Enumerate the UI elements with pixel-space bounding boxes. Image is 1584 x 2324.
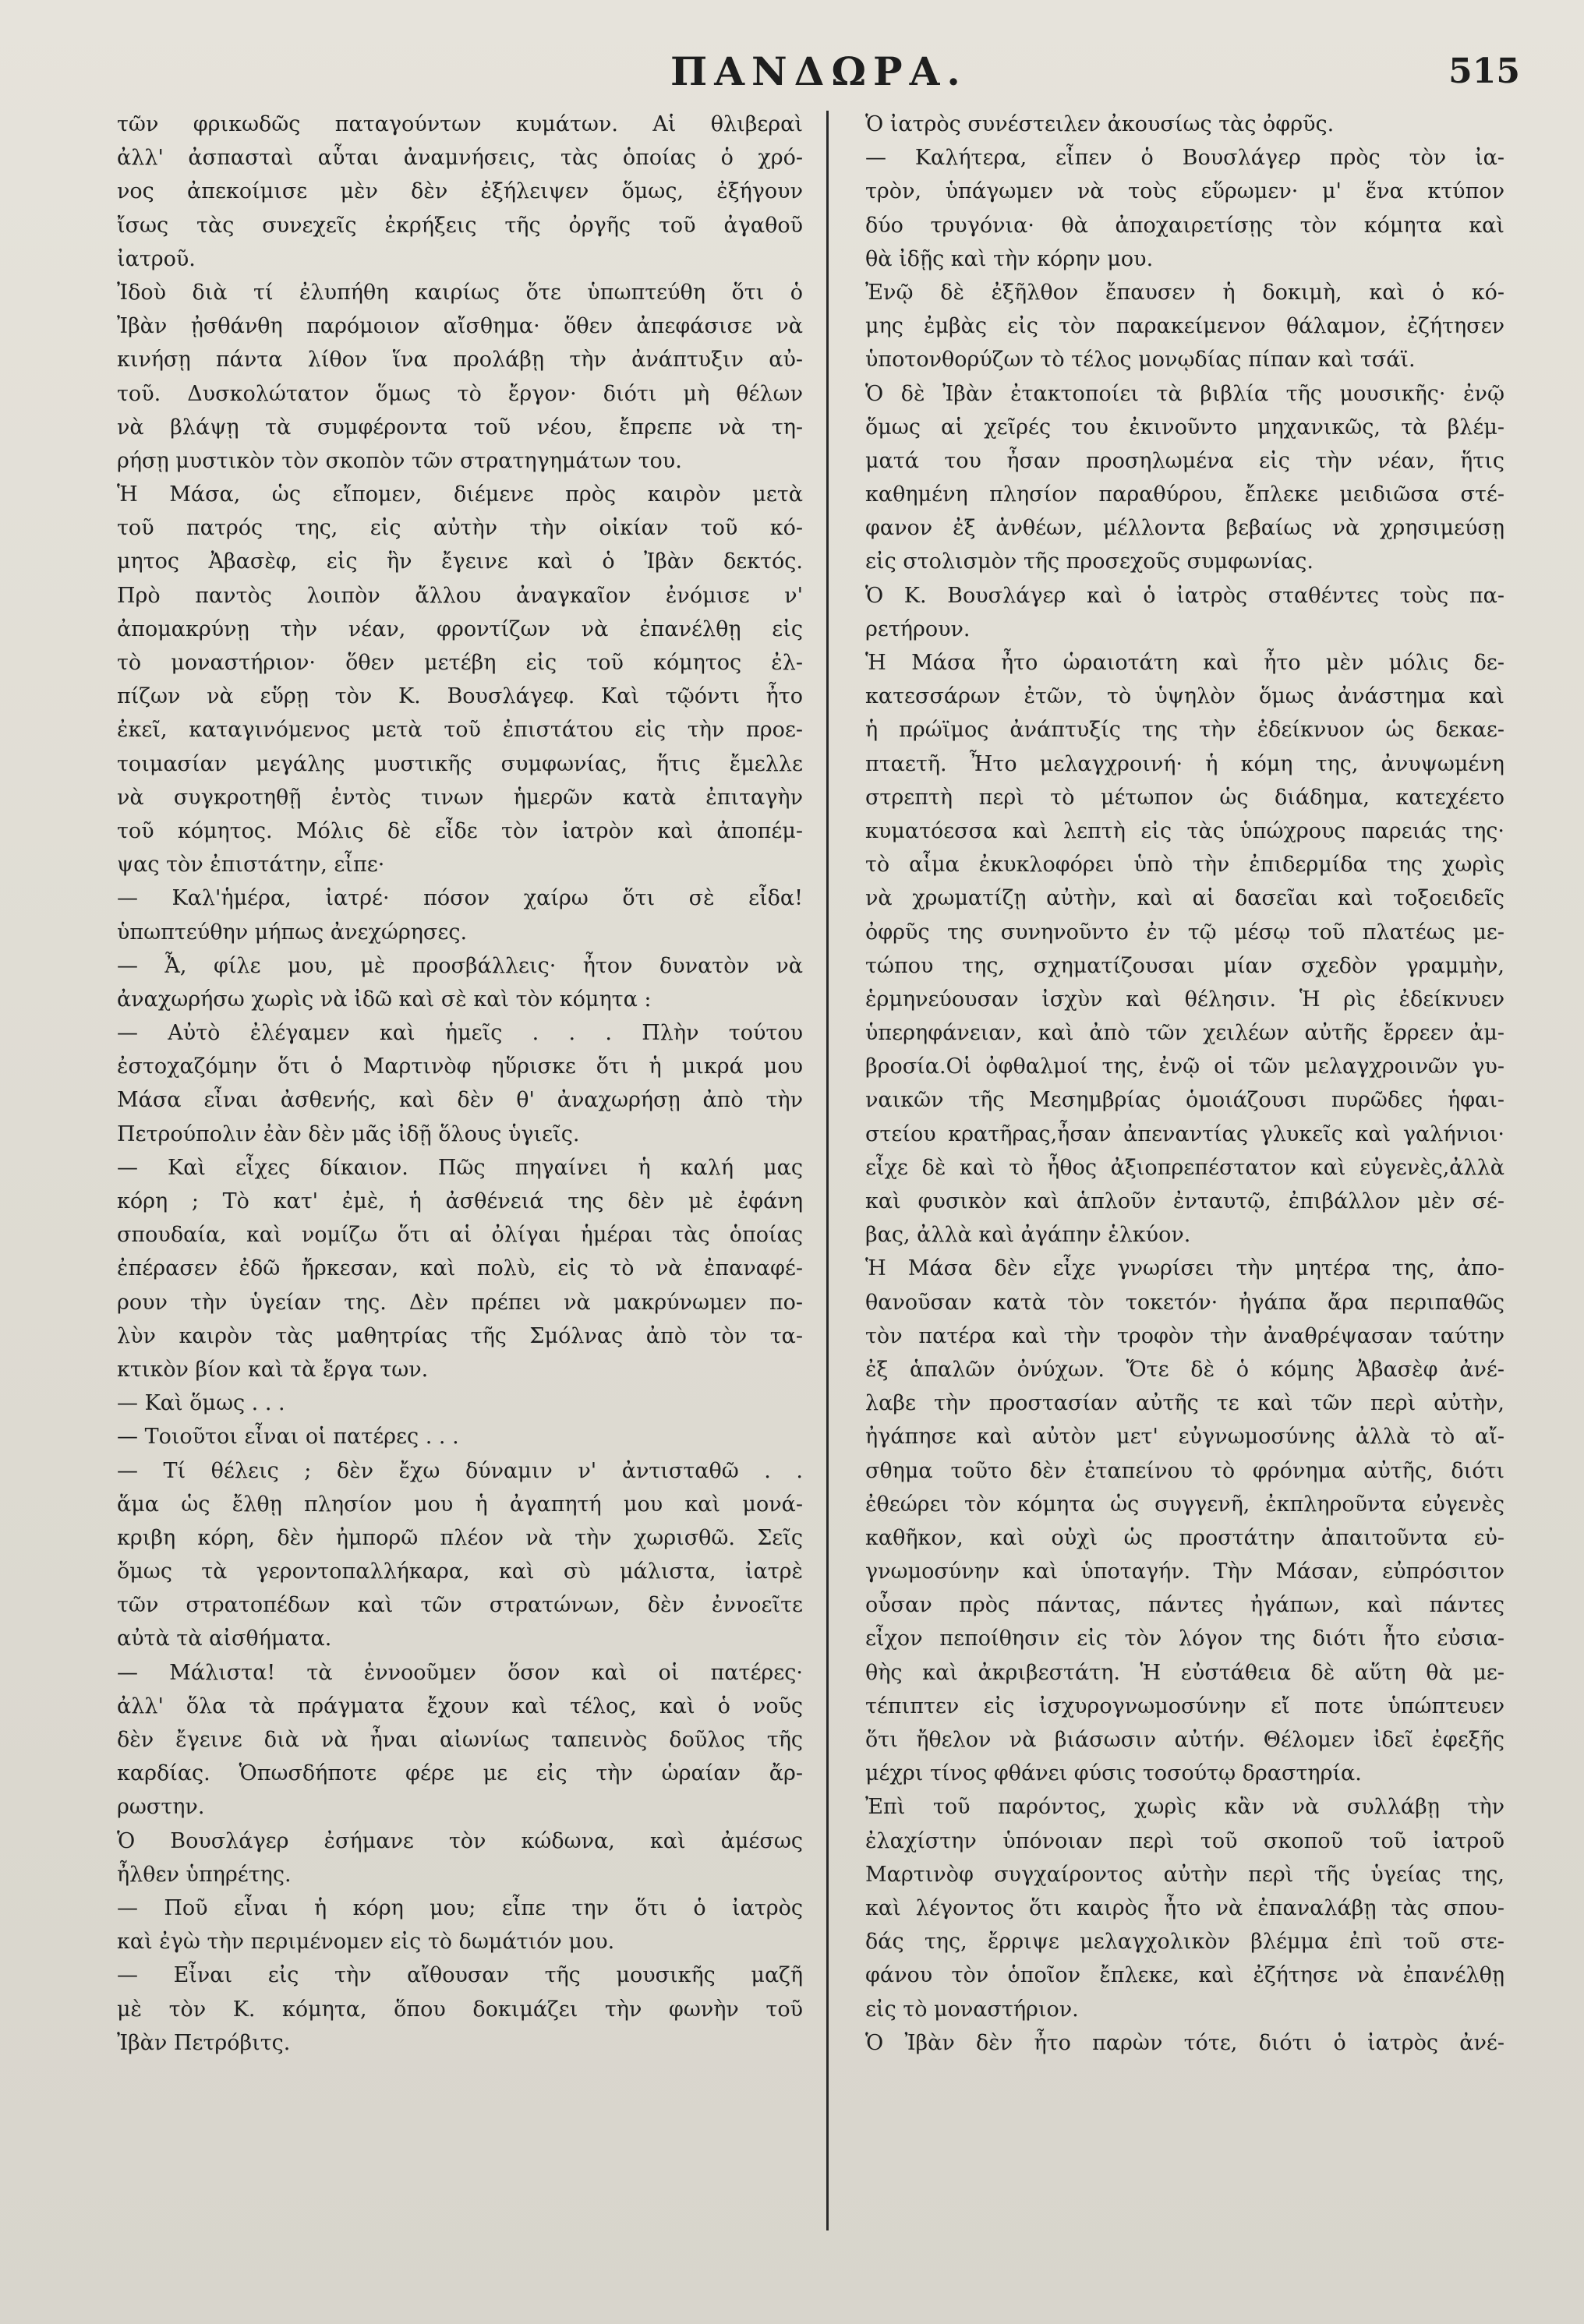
text-line: τὸν πατέρα καὶ τὴν τροφὸν τὴν ἀναθρέψασαν ταύτην xyxy=(865,1323,1504,1348)
text-line: Ἐπὶ τοῦ παρόντος, χωρὶς κἂν νὰ συλλάβῃ τὴν xyxy=(865,1795,1504,1820)
text-line: τὸ μοναστήριον· ὅθεν μετέβη εἰς τοῦ κόμητος ἐλ- xyxy=(117,651,803,675)
journal-title: ΠΑΝΔΩΡΑ. xyxy=(670,48,967,94)
text-line: — Ἆ, φίλε μου, μὲ προσβάλλεις· ἦτον δυνατὸν νὰ xyxy=(117,953,803,978)
text-line: ἰατροῦ. xyxy=(117,246,196,271)
text-line: ἐλαχίστην ὑπόνοιαν περὶ τοῦ σκοποῦ τοῦ ἰατροῦ xyxy=(865,1828,1504,1853)
text-line: ρήσῃ μυστικὸν τὸν σκοπὸν τῶν στρατηγημάτων του. xyxy=(117,448,682,473)
text-line: τοῦ πατρός της, εἰς αὐτὴν τὴν οἰκίαν τοῦ κό- xyxy=(117,516,803,541)
text-line: ἦλθεν ὑπηρέτης. xyxy=(117,1862,292,1887)
text-line: Ἡ Μάσα ἦτο ὡραιοτάτη καὶ ἦτο μὲν μόλις δε- xyxy=(865,651,1504,675)
text-line: καὶ ἐγὼ τὴν περιμένομεν εἰς τὸ δωμάτιόν μου. xyxy=(117,1930,615,1955)
text-line: ὑπωπτεύθην μήπως ἀνεχώρησες. xyxy=(117,920,468,945)
text-line: καρδίας. Ὁπωσδήποτε φέρε με εἰς τὴν ὡραίαν ἄρ- xyxy=(117,1761,803,1786)
text-line: ἀλλ' ὅλα τὰ πράγματα ἔχουν καὶ τέλος, καὶ ὁ νοῦς xyxy=(117,1694,803,1718)
text-line: — Καλήτερα, εἶπεν ὁ Βουσλάγερ πρὸς τὸν ἰα- xyxy=(865,146,1504,171)
text-line: — Καὶ ὅμως . . . xyxy=(117,1391,285,1416)
text-line: ἐθεώρει τὸν κόμητα ὡς συγγενῆ, ἐκπληροῦντα εὐγενὲς xyxy=(865,1492,1504,1517)
text-line: — Τί θέλεις ; δὲν ἔχω δύναμιν ν' ἀντισταθῶ . . xyxy=(117,1458,803,1483)
text-line: κόρη ; Τὸ κατ' ἐμὲ, ἡ ἀσθένειά της δὲν μὲ ἐφάνη xyxy=(117,1189,803,1213)
text-line: δύο τρυγόνια· θὰ ἀποχαιρετίσῃς τὸν κόμητα καὶ xyxy=(865,213,1504,238)
text-line: καθῆκον, καὶ οὐχὶ ὡς προστάτην ἀπαιτοῦντα εὐ- xyxy=(865,1525,1504,1550)
text-line: ἀναχωρήσω χωρὶς νὰ ἰδῶ καὶ σὲ καὶ τὸν κόμητα : xyxy=(117,987,652,1012)
text-line: ματά του ἦσαν προσηλωμένα εἰς τὴν νέαν, ἥτις xyxy=(865,448,1504,473)
column-divider xyxy=(826,111,829,2230)
text-line: ἀπομακρύνῃ τὴν νέαν, φροντίζων νὰ ἐπανέλθῃ εἰς xyxy=(117,616,803,641)
text-line: μης ἐμβὰς εἰς τὸν παρακείμενον θάλαμον, ἐζήτησεν xyxy=(865,314,1504,339)
text-line: εἶχε δὲ καὶ τὸ ἦθος ἀξιοπρεπέστατον καὶ εὐγενὲς,ἀλλὰ xyxy=(865,1155,1504,1180)
text-line: ὑποτονθορύζων τὸ τέλος μονῳδίας πίπαν καὶ τσάϊ. xyxy=(865,348,1416,373)
text-line: Ἐνῷ δὲ ἐξῆλθον ἔπαυσεν ἡ δοκιμὴ, καὶ ὁ κό- xyxy=(865,280,1504,305)
text-line: σπουδαία, καὶ νομίζω ὅτι αἱ ὀλίγαι ἡμέραι τὰς ὁποίας xyxy=(117,1223,803,1248)
text-line: — Εἶναι εἰς τὴν αἴθουσαν τῆς μουσικῆς μαζῆ xyxy=(117,1963,803,1988)
text-line: στείου κρατῆρας,ἦσαν ἀπεναντίας γλυκεῖς καὶ γαλήνιοι· xyxy=(865,1121,1504,1146)
text-line: νος ἀπεκοίμισε μὲν δὲν ἐξήλειψεν ὅμως, ἐξήγουν xyxy=(117,179,803,204)
text-line: ἀλλ' ἀσπασταὶ αὗται ἀναμνήσεις, τὰς ὁποίας ὁ χρό- xyxy=(117,146,803,171)
text-line: Μάσα εἶναι ἀσθενής, καὶ δὲν θ' ἀναχωρήσῃ ἀπὸ τὴν xyxy=(117,1088,803,1113)
text-line: Πρὸ παντὸς λοιπὸν ἄλλου ἀναγκαῖον ἐνόμισε ν' xyxy=(117,583,803,608)
text-line: ὀφρῦς της συνηνοῦντο ἐν τῷ μέσῳ τοῦ πλατέως με- xyxy=(865,920,1504,945)
text-line: Ὁ ἰατρὸς συνέστειλεν ἀκουσίως τὰς ὀφρῦς. xyxy=(865,112,1335,136)
text-line: τῶν φρικωδῶς παταγούντων κυμάτων. Αἱ θλιβεραὶ xyxy=(117,112,803,136)
right-text-column xyxy=(865,108,1504,2060)
text-line: Ὁ δὲ Ἰβὰν ἐτακτοποίει τὰ βιβλία τῆς μουσικῆς· ἐνῷ xyxy=(865,381,1504,406)
text-line: φανον ἐξ ἀνθέων, μέλλοντα βεβαίως νὰ χρησιμεύσῃ xyxy=(865,516,1504,541)
text-line: οὖσαν πρὸς πάντας, πάντες ἠγάπων, καὶ πάντες xyxy=(865,1593,1504,1618)
text-line: ρουν τὴν ὑγείαν της. Δὲν πρέπει νὰ μακρύνωμεν πο- xyxy=(117,1290,803,1315)
text-line: δάς της, ἔρριψε μελαγχολικὸν βλέμμα ἐπὶ τοῦ στε- xyxy=(865,1930,1504,1955)
text-line: κατεσσάρων ἐτῶν, τὸ ὑψηλὸν ὅμως ἀνάστημα καὶ xyxy=(865,684,1504,709)
text-line: Ἰβὰν Πετρόβιτς. xyxy=(117,2030,291,2055)
text-line: νὰ συγκροτηθῇ ἐντὸς τινων ἡμερῶν κατὰ ἐπιταγὴν xyxy=(117,785,803,810)
left-text-column xyxy=(117,108,803,2060)
text-line: τοιμασίαν μεγάλης μυστικῆς συμφωνίας, ἥτις ἔμελλε xyxy=(117,751,803,776)
text-line: εἰς τὸ μοναστήριον. xyxy=(865,1997,1079,2022)
text-line: ὅμως αἱ χεῖρές του ἐκινοῦντο μηχανικῶς, τὰ βλέμ- xyxy=(865,415,1504,440)
text-line: ἴσως τὰς συνεχεῖς ἐκρήξεις τῆς ὀργῆς τοῦ ἀγαθοῦ xyxy=(117,213,803,238)
text-line: τέπιπτεν εἰς ἰσχυρογνωμοσύνην εἴ ποτε ὑπώπτευεν xyxy=(865,1694,1504,1718)
text-line: λαβε τὴν προστασίαν αὐτῆς τε καὶ τῶν περὶ αὐτὴν, xyxy=(865,1391,1504,1416)
text-line: τῶν στρατοπέδων καὶ τῶν στρατώνων, δὲν ἐννοεῖτε xyxy=(117,1593,803,1618)
text-line: βας, ἀλλὰ καὶ ἀγάπην ἑλκύον. xyxy=(865,1223,1191,1248)
text-line: νὰ βλάψῃ τὰ συμφέροντα τοῦ νέου, ἔπρεπε νὰ τη- xyxy=(117,415,803,440)
text-line: θὴς καὶ ἀκριβεστάτη. Ἡ εὐστάθεια δὲ αὕτη θὰ με- xyxy=(865,1660,1504,1685)
text-line: Ἡ Μάσα, ὡς εἴπομεν, διέμενε πρὸς καιρὸν μετὰ xyxy=(117,482,803,507)
page-number: 515 xyxy=(1448,51,1520,91)
text-line: κινήσῃ πάντα λίθον ἵνα προλάβῃ τὴν ἀνάπτυξιν αὐ- xyxy=(117,348,803,373)
text-line: κυματόεσσα καὶ λεπτὴ εἰς τὰς ὑπώχρους παρειάς της· xyxy=(865,818,1504,843)
text-line: Ὁ Ἰβὰν δὲν ἦτο παρὼν τότε, διότι ὁ ἰατρὸς ἀνέ- xyxy=(865,2030,1504,2055)
text-line: γνωμοσύνην καὶ ὑποταγήν. Τὴν Μάσαν, εὐπρόσιτον xyxy=(865,1559,1504,1584)
text-line: Ὁ Κ. Βουσλάγερ καὶ ὁ ἰατρὸς σταθέντες τοὺς πα- xyxy=(865,583,1504,608)
text-line: — Τοιοῦτοι εἶναι οἱ πατέρες . . . xyxy=(117,1425,459,1450)
text-line: πταετῆ. Ἦτο μελαγχροινή· ἡ κόμη της, ἀνυψωμένη xyxy=(865,751,1504,776)
text-line: σθημα τοῦτο δὲν ἐταπείνου τὸ φρόνημα αὐτῆς, διότι xyxy=(865,1458,1504,1483)
text-line: — Μάλιστα! τὰ ἐννοοῦμεν ὅσον καὶ οἱ πατέρες· xyxy=(117,1660,803,1685)
text-line: εἶχον πεποίθησιν εἰς τὸν λόγον της διότι ἦτο εὐσια- xyxy=(865,1626,1504,1651)
text-line: — Καλ'ἡμέρα, ἰατρέ· πόσον χαίρω ὅτι σὲ εἶδα! xyxy=(117,886,803,911)
page-header xyxy=(0,48,1584,103)
text-line: βροσία.Οἱ ὀφθαλμοί της, ἐνῷ οἱ τῶν μελαγχροινῶν γυ- xyxy=(865,1054,1504,1079)
text-line: ἅμα ὡς ἔλθῃ πλησίον μου ἡ ἀγαπητή μου καὶ μονά- xyxy=(117,1492,803,1517)
text-line: ναικῶν τῆς Μεσημβρίας ὁμοιάζουσι πυρῶδες ἡφαι- xyxy=(865,1088,1504,1113)
text-line: νὰ χρωματίζῃ αὐτὴν, καὶ αἱ δασεῖαι καὶ τοξοειδεῖς xyxy=(865,886,1504,911)
text-line: ἡ πρώϊμος ἀνάπτυξίς της τὴν ἐδείκνυον ὡς δεκαε- xyxy=(865,718,1504,743)
text-line: εἰς στολισμὸν τῆς προσεχοῦς συμφωνίας. xyxy=(865,549,1314,574)
text-line: τοῦ. Δυσκολώτατον ὅμως τὸ ἔργον· διότι μὴ θέλων xyxy=(117,381,803,406)
text-line: στρεπτὴ περὶ τὸ μέτωπον ὡς διάδημα, κατεχέετο xyxy=(865,785,1504,810)
text-line: τὸ αἷμα ἐκυκλοφόρει ὑπὸ τὴν ἐπιδερμίδα της χωρὶς xyxy=(865,853,1504,878)
text-line: μὲ τὸν Κ. κόμητα, ὅπου δοκιμάζει τὴν φωνὴν τοῦ xyxy=(117,1997,803,2022)
text-line: Ἰβὰν ᾐσθάνθη παρόμοιον αἴσθημα· ὅθεν ἀπεφάσισε νὰ xyxy=(117,314,803,339)
text-line: κριβη κόρη, δὲν ἠμπορῶ πλέον νὰ τὴν χωρισθῶ. Σεῖς xyxy=(117,1525,803,1550)
text-line: — Καὶ εἶχες δίκαιον. Πῶς πηγαίνει ἡ καλή μας xyxy=(117,1155,803,1180)
text-line: Ὁ Βουσλάγερ ἐσήμανε τὸν κώδωνα, καὶ ἀμέσως xyxy=(117,1828,803,1853)
text-line: Ἡ Μάσα δὲν εἶχε γνωρίσει τὴν μητέρα της, ἀπο- xyxy=(865,1256,1504,1281)
text-line: τοῦ κόμητος. Μόλις δὲ εἶδε τὸν ἰατρὸν καὶ ἀποπέμ- xyxy=(117,818,803,843)
text-line: ἠγάπησε καὶ αὐτὸν μετ' εὐγνωμοσύνης ἀλλὰ τὸ αἴ- xyxy=(865,1425,1504,1450)
text-line: Πετρούπολιν ἐὰν δὲν μᾶς ἰδῇ ὅλους ὑγιεῖς. xyxy=(117,1121,580,1146)
text-line: καθημένη πλησίον παραθύρου, ἔπλεκε μειδιῶσα στέ- xyxy=(865,482,1504,507)
text-line: τώπου της, σχηματίζουσαι μίαν σχεδὸν γραμμὴν, xyxy=(865,953,1504,978)
text-line: ἐξ ἁπαλῶν ὀνύχων. Ὅτε δὲ ὁ κόμης Ἀβασὲφ ἀνέ- xyxy=(865,1357,1504,1382)
text-line: κτικὸν βίον καὶ τὰ ἔργα των. xyxy=(117,1357,429,1382)
text-line: δὲν ἔγεινε διὰ νὰ ἦναι αἰωνίως ταπεινὸς δοῦλος τῆς xyxy=(117,1728,803,1752)
text-line: μητος Ἀβασὲφ, εἰς ἣν ἔγεινε καὶ ὁ Ἰβὰν δεκτός. xyxy=(117,549,803,574)
text-line: — Ποῦ εἶναι ἡ κόρη μου; εἶπε την ὅτι ὁ ἰατρὸς xyxy=(117,1895,803,1920)
text-line: ὅμως τὰ γεροντοπαλλήκαρα, καὶ σὺ μάλιστα, ἰατρὲ xyxy=(117,1559,803,1584)
text-line: ρετήρουν. xyxy=(865,616,971,641)
text-line: ψας τὸν ἐπιστάτην, εἶπε· xyxy=(117,853,385,878)
text-line: ἐκεῖ, καταγινόμενος μετὰ τοῦ ἐπιστάτου εἰς τὴν προε- xyxy=(117,718,803,743)
text-line: ἑρμηνεύουσαν ἰσχὺν καὶ θέλησιν. Ἡ ρὶς ἐδείκνυεν xyxy=(865,987,1504,1012)
text-line: Ἰδοὺ διὰ τί ἐλυπήθη καιρίως ὅτε ὑπωπτεύθη ὅτι ὁ xyxy=(117,280,803,305)
text-line: θὰ ἰδῇς καὶ τὴν κόρην μου. xyxy=(865,246,1154,271)
text-line: ὑπερηφάνειαν, καὶ ἀπὸ τῶν χειλέων αὐτῆς ἔρρεεν ἀμ- xyxy=(865,1021,1504,1046)
text-line: φάνου τὸν ὁποῖον ἔπλεκε, καὶ ἐζήτησε νὰ ἐπανέλθῃ xyxy=(865,1963,1504,1988)
text-line: καὶ φυσικὸν καὶ ἁπλοῦν ἐνταυτῷ, ἐπιβάλλον μὲν σέ- xyxy=(865,1189,1504,1213)
text-line: ρωστην. xyxy=(117,1795,205,1820)
text-line: καὶ λέγοντος ὅτι καιρὸς ἦτο νὰ ἐπαναλάβῃ τὰς σπου- xyxy=(865,1895,1504,1920)
text-line: Μαρτινὸφ συγχαίροντος αὐτὴν περὶ τῆς ὑγείας της, xyxy=(865,1862,1504,1887)
text-line: λὺν καιρὸν τὰς μαθητρίας τῆς Σμόλνας ἀπὸ τὸν τα- xyxy=(117,1323,803,1348)
text-line: τρὸν, ὑπάγωμεν νὰ τοὺς εὕρωμεν· μ' ἕνα κτύπον xyxy=(865,179,1504,204)
text-line: — Αὐτὸ ἐλέγαμεν καὶ ἡμεῖς . . . Πλὴν τούτου xyxy=(117,1021,803,1046)
text-line: αὐτὰ τὰ αἰσθήματα. xyxy=(117,1626,332,1651)
text-line: πίζων νὰ εὕρῃ τὸν Κ. Βουσλάγεφ. Καὶ τῷόντι ἦτο xyxy=(117,684,803,709)
text-line: ὅτι ἤθελον νὰ βιάσωσιν αὐτήν. Θέλομεν ἰδεῖ ἐφεξῆς xyxy=(865,1728,1504,1752)
text-line: ἐπέρασεν ἐδῶ ἤρκεσαν, καὶ πολὺ, εἰς τὸ νὰ ἐπαναφέ- xyxy=(117,1256,803,1281)
text-line: θανοῦσαν κατὰ τὸν τοκετόν· ἠγάπα ἄρα περιπαθῶς xyxy=(865,1290,1504,1315)
text-line: ἐστοχαζόμην ὅτι ὁ Μαρτινὸφ ηὕρισκε ὅτι ἡ μικρά μου xyxy=(117,1054,803,1079)
text-line: μέχρι τίνος φθάνει φύσις τοσούτῳ δραστηρία. xyxy=(865,1761,1362,1786)
